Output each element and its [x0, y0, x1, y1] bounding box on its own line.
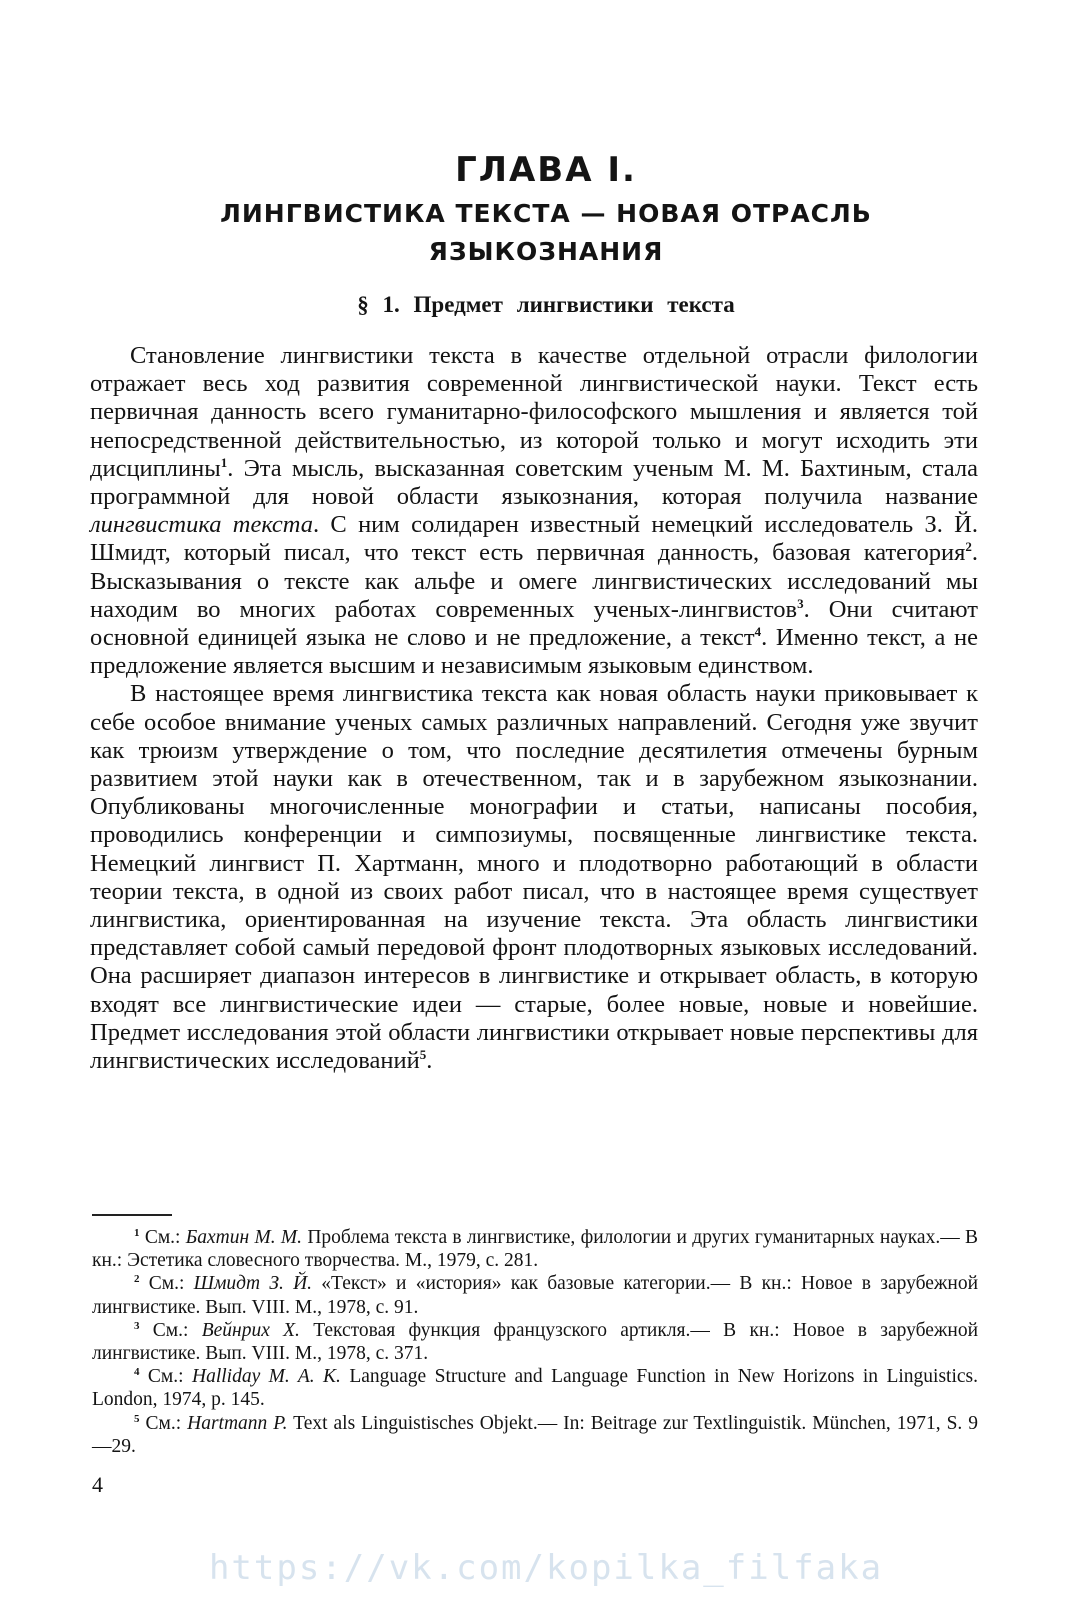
footnote — [92, 1319, 978, 1365]
footnotes — [92, 1226, 978, 1458]
footnote-text: Текстовая функция французского артикля.— В кн.: Новое в зарубежной лингвистике. Вып. VIII. М., 1978, с. 371. — [92, 1319, 979, 1365]
paragraph-2-text: В настоящее время лингвистика текста как новая область науки приковывает к себе особое внимание ученых самых различных направлений. Сегодня уже звучит как трюизм утверждение о том, что последние десятилетия отмечены бурным развитием этой науки как в отечественном, так и в зарубежном языкознании. Опубликованы многочисленные монографии и статьи, написаны пособия, проводились конференции и симпозиумы, посвященные лингвистике текста. Немецкий лингвист П. Хартманн, много и плодотворно работающий в области теории текста, в одной из своих работ писал, что в настоящее время существует лингвистика, ориентированная на изучение текста. Эта область лингвистики представляет собой самый передовой фронт плодотворных языковых исследований. Она расширяет диапазон интересов в лингвистике и открывает область, в которую входят все лингвистические идеи — старые, более новые, новые и новейшие. Предмет исследования этой области лингвистики открывает новые перспективы для лингвистических исследований — [90, 680, 978, 1075]
footnote-prefix: См.: — [147, 1366, 192, 1388]
footnote-text: Language Structure and Language Function in New Horizons in Linguistics. London, 1974, p. 145. — [92, 1366, 979, 1411]
footnote-prefix: См.: — [148, 1273, 194, 1295]
footnote-divider — [92, 1214, 172, 1216]
footnote-number: 5 — [134, 1412, 140, 1425]
footnote-author: Halliday M. A. K. — [191, 1366, 341, 1388]
footnote-prefix: См.: — [145, 1412, 188, 1434]
paragraph-2 — [90, 680, 978, 1075]
paragraph-1-text: . С ним солидарен известный немецкий исследователь З. Й. Шмидт, который писал, что текст есть первичная данность, базовая категория — [90, 511, 978, 567]
footnote-text: «Текст» и «история» как базовые категории.— В кн.: Новое в зарубежной лингвистике. Вып. VIII. М., 1978, с. 91. — [92, 1273, 979, 1318]
footnote-ref-4: 4 — [754, 624, 762, 640]
watermark-url: https://vk.com/kopilka_filfaka — [208, 1548, 884, 1588]
footnote-ref-2: 2 — [965, 539, 972, 555]
footnote-number: 3 — [134, 1319, 140, 1332]
footnote-ref-5: 5 — [419, 1047, 427, 1063]
chapter-title: ГЛАВА I. — [455, 150, 637, 190]
chapter-subtitle-line-2: ЯЗЫКОЗНАНИЯ — [428, 237, 664, 266]
footnote-number: 4 — [134, 1366, 140, 1379]
footnote-text: Проблема текста в лингвистике, филологии и других гуманитарных науках.— В кн.: Эстетика словесного творчества. М., 1979, с. 281. — [92, 1227, 979, 1272]
footnote-author: Вейнрих Х. — [201, 1319, 300, 1341]
paragraph-2-text: . — [426, 1047, 433, 1075]
footnote-author: Шмидт З. Й. — [193, 1273, 313, 1295]
page-number: 4 — [92, 1472, 103, 1497]
footnote — [92, 1272, 978, 1318]
chapter-subtitle — [0, 195, 1092, 271]
footnote-number: 1 — [134, 1227, 140, 1239]
paragraph-1-text: . Эта мысль, высказанная советским ученым М. М. Бахтиным, стала программной для новой области языкознания, которая получила название — [90, 454, 978, 511]
section-heading: § 1. Предмет лингвистики текста — [357, 292, 735, 317]
italic-term: лингвистика текста — [90, 511, 313, 539]
footnote — [92, 1412, 978, 1458]
paragraph-1-text: . Высказывания о тексте как альфе и омеге лингвистических исследований мы находим во многих работах современных ученых-лингвистов — [90, 539, 978, 623]
footnote-number: 2 — [134, 1273, 140, 1286]
footnote-author: Hartmann P. — [187, 1412, 288, 1434]
footnote-ref-3: 3 — [797, 595, 804, 611]
footnote-prefix: См.: — [152, 1319, 202, 1341]
paragraph-1-text: . Они считают основной единицей языка не слово и не предложение, а текст — [90, 595, 978, 652]
footnote-prefix: См.: — [144, 1227, 186, 1248]
footnote — [92, 1226, 978, 1272]
body-text — [90, 342, 978, 1075]
chapter-subtitle-line-1: ЛИНГВИСТИКА ТЕКСТА — НОВАЯ ОТРАСЛЬ — [220, 199, 872, 228]
footnote — [92, 1365, 978, 1411]
paragraph-1-text: Становление лингвистики текста в качестве отдельной отрасли филологии отражает весь ход развития современной лингвистической науки. Текст есть первичная данность всего гуманитарно-философского мышления и является той непосредственной действительностью, из которой только и могут исходить эти дисциплины — [90, 342, 978, 482]
footnote-ref-1: 1 — [220, 454, 228, 470]
paragraph-1-text: . Именно текст, а не предложение является высшим и независимым языковым единством. — [90, 624, 978, 680]
footnote-author: Бахтин М. М. — [185, 1227, 303, 1248]
paragraph-1 — [90, 342, 978, 680]
footnote-text: Text als Linguistisches Objekt.— In: Beitrage zur Textlinguistik. München, 1971, S. 9—29. — [92, 1412, 979, 1457]
